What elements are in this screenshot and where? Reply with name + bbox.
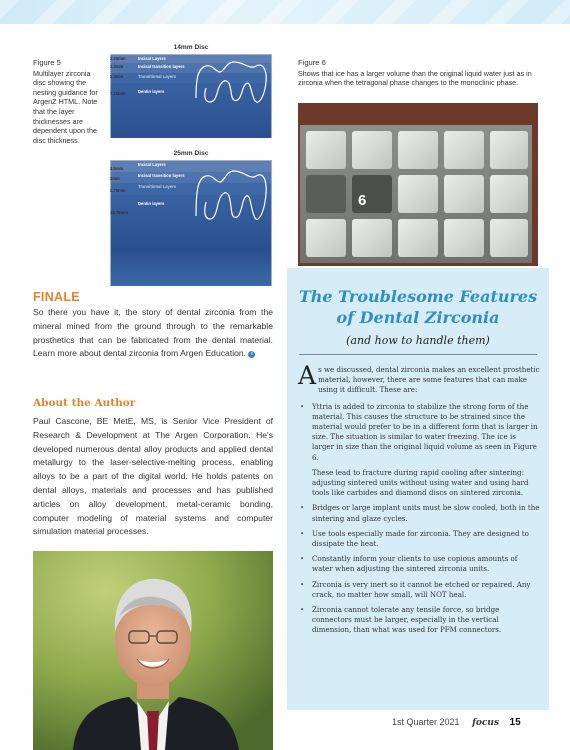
figure6-caption: [298, 58, 543, 88]
finale-paragraph: [33, 306, 273, 361]
sidebar-sub-paragraph: These lead to fracture during rapid cooling after sintering: adjusting sintered units without using water and using hard tools like carbides and diamond discs on sintered zirconia.: [312, 467, 529, 498]
list-item: • Use tools especially made for zirconia. They are designed to dissipate the heat.: [298, 529, 540, 549]
molar-outline-icon: [192, 58, 270, 104]
layer-thickness: 2.2mm: [110, 64, 124, 69]
disc-14mm-diagram: [110, 44, 272, 140]
sidebar-title-line2: of Dental Zirconia: [336, 308, 500, 327]
page-footer: [392, 717, 521, 728]
list-item: • Constantly inform your clients to use copious amounts of water when adjusting the sintered zirconia units.: [298, 554, 540, 574]
top-banner: [0, 0, 570, 24]
sidebar-intro: [298, 361, 540, 396]
figure5-label: Figure 5: [33, 58, 61, 67]
layer-label: Incisal Layers: [138, 56, 166, 61]
page-number: 15: [509, 717, 521, 728]
layer-label: Incisal transition layers: [138, 173, 185, 178]
tray-number: 6: [358, 192, 367, 209]
disc-14mm-title: 14mm Disc: [173, 44, 209, 51]
molar-outline-icon: [192, 166, 270, 222]
feature-list: [298, 402, 540, 463]
figure6-label: Figure 6: [298, 58, 326, 67]
sidebar-subtitle: (and how to handle them): [346, 334, 490, 347]
about-author-text: Paul Cascone, BE MetE, MS, is Senior Vice President of Research & Development at The Argen Corporation. He's developed numerous dental alloy products and applied dental metallurgy to the laser-selective-melting process, enabling alloys to be a part of the digital world. He holds patents on dental alloys, materials and processes and has published articles on alloy development, metal-ceramic bonding, computer modeling of material systems and computer simulation material processes.: [33, 416, 273, 537]
issue-date: 1st Quarter 2021: [392, 717, 460, 727]
sidebar-intro-text: s we discussed, dental zirconia makes an excellent prosthetic material, however, there are some features that can make using it difficult. These are:: [318, 365, 540, 395]
figure6-text: Shows that ice has a larger volume than the original liquid water just as in zirconia when the tetragonal phase changes to the monoclinic phase.: [298, 68, 532, 88]
layer-thickness: 2.25mm: [110, 56, 126, 61]
layer-label: Transitional Layers: [138, 74, 177, 79]
layer-label: Dentin layers: [138, 89, 165, 94]
list-item: • Zirconia cannot tolerate any tensile force, so bridge connectors must be larger, especially in the vertical dimension, than what was used for PFM connectors.: [298, 605, 540, 636]
about-author-heading: About the Author: [33, 397, 136, 409]
feature-list: [298, 503, 540, 635]
sidebar-divider: [299, 354, 537, 355]
layer-label: Incisal Layers: [138, 162, 166, 167]
layer-thickness: 7.15mm: [110, 91, 126, 96]
ice-tray-image: [298, 103, 538, 266]
magazine-name: focus: [472, 718, 500, 728]
ice-tray-photo: [298, 103, 538, 266]
layer-thickness: 3.5mm: [110, 166, 124, 171]
disc-25mm-title: 25mm Disc: [173, 150, 209, 157]
layer-thickness: 2.75mm: [110, 188, 126, 193]
drop-cap: A: [298, 361, 317, 390]
layer-thickness: 15.75mm: [110, 210, 128, 215]
figure5-caption: [33, 58, 105, 145]
layer-label: Incisal transition layers: [138, 64, 185, 69]
disc-25mm-diagram: [110, 150, 272, 288]
finale-heading: FINALE: [33, 290, 80, 304]
finale-text: So there you have it, the story of dental zirconia from the mineral mined from the ground through to the remarkable prosthetics that can be fabricated from the dental material. Learn more about dental zirconia from Argen Education.: [33, 307, 273, 359]
author-portrait-image: [33, 551, 273, 750]
layer-label: Transitional Layers: [138, 184, 177, 189]
layer-label: Dentin layers: [138, 201, 165, 206]
list-item: • Bridges or large implant units must be slow cooled, both in the sintering and glaze cycles.: [298, 503, 540, 523]
layer-thickness: 2.4mm: [110, 74, 124, 79]
end-mark-icon: i: [248, 351, 255, 358]
list-item: • Yttria is added to zirconia to stabilize the strong form of the material. This causes the structure to be strained since the material would prefer to be in a different form that is larger in size. The situation is similar to water freezing. The ice is larger in size than the original liquid volume as seen in Figure 6.: [298, 402, 540, 463]
sidebar-title-line1: The Troublesome Features: [298, 287, 538, 306]
sidebar-title: [287, 286, 549, 328]
layer-thickness: 3mm: [110, 176, 120, 181]
sidebar-body: [298, 361, 540, 641]
sidebar-box: [287, 268, 549, 710]
figure5-text: Multilayer zirconia disc showing the nesting guidance for ArgenZ HTML. Note that the layer thicknesses are dependent upon the disc thickness.: [33, 68, 98, 145]
author-photo: [33, 551, 273, 750]
list-item: • Zirconia is very inert so it cannot be etched or repaired. Any crack, no matter how small, will NOT heal.: [298, 580, 540, 600]
